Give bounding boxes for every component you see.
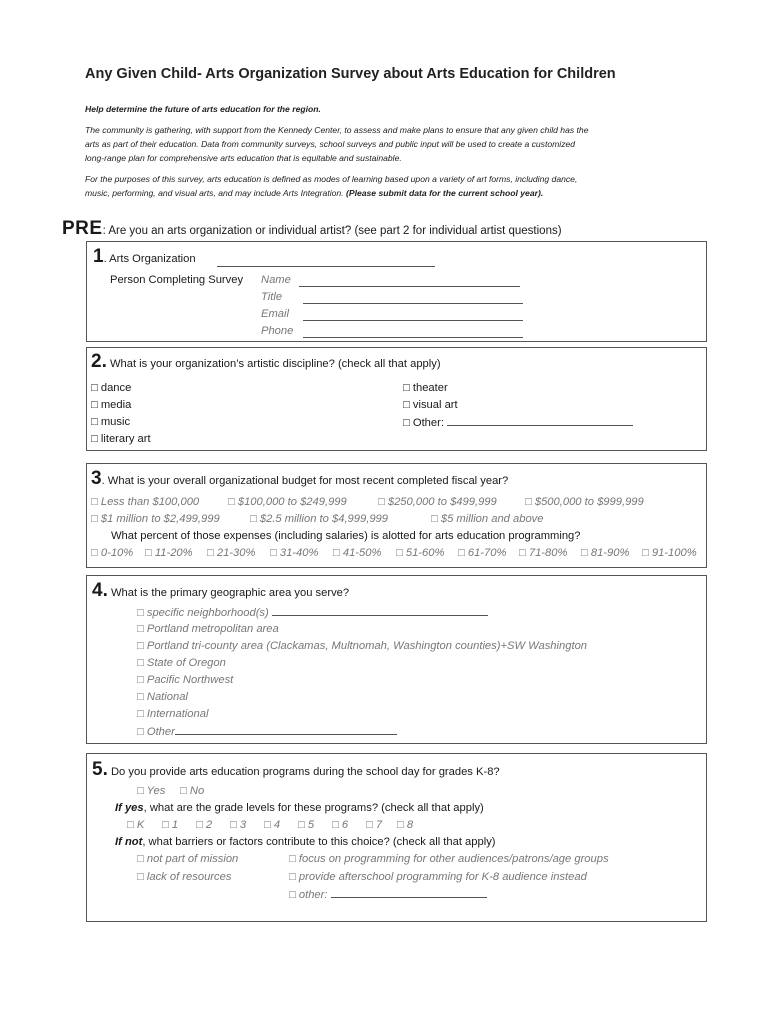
grade-option[interactable]: □ 5	[298, 819, 315, 831]
barrier-option-other[interactable]: □ other:	[289, 888, 487, 901]
question-1-number: 1	[93, 246, 104, 267]
question-5-header: 5. Do you provide arts education programs during the school day for grades K-8?	[92, 759, 500, 780]
area-option-international[interactable]: □ International	[137, 708, 209, 720]
percent-option[interactable]: □ 41-50%	[333, 547, 382, 559]
budget-option[interactable]: □ $5 million and above	[431, 513, 544, 525]
name-field[interactable]	[299, 277, 520, 287]
percent-option[interactable]: □ 91-100%	[642, 547, 697, 559]
name-label: Name	[261, 274, 291, 286]
budget-option[interactable]: □ $1 million to $2,499,999	[91, 513, 220, 525]
pre-question: PRE: Are you an arts organization or individual artist? (see part 2 for individual artist questions)	[62, 218, 562, 239]
phone-label: Phone	[261, 325, 294, 337]
percent-option[interactable]: □ 0-10%	[91, 547, 134, 559]
other-barrier-field[interactable]	[331, 888, 487, 898]
question-3-header: 3. What is your overall organizational budget for most recent completed fiscal year?	[91, 468, 509, 489]
phone-field[interactable]	[303, 328, 523, 338]
intro-paragraph-1-line-3: long-range plan for comprehensive arts education that is equitable and sustainable.	[85, 153, 402, 163]
neighborhood-field[interactable]	[272, 606, 488, 616]
intro-paragraph-1-line-2: arts as part of their education. Data from community surveys, school surveys and public input will be used to create a customized	[85, 139, 576, 149]
email-label: Email	[261, 308, 289, 320]
document-title: Any Given Child- Arts Organization Survey about Arts Education for Children	[85, 66, 616, 82]
percent-option[interactable]: □ 11-20%	[145, 547, 193, 559]
question-1-box	[86, 241, 707, 342]
grade-option[interactable]: □ 7	[366, 819, 383, 831]
area-option-portland-metro[interactable]: □ Portland metropolitan area	[137, 623, 279, 635]
if-yes-question: If yes, what are the grade levels for these programs? (check all that apply)	[115, 802, 484, 814]
question-1-header: 1. Arts Organization	[93, 246, 196, 267]
intro-paragraph-2-line-1: For the purposes of this survey, arts education is defined as modes of learning based upon a variety of art forms, including dance,	[85, 174, 578, 184]
option-yes[interactable]: □ Yes	[137, 785, 166, 797]
option-music[interactable]: □ music	[91, 416, 131, 428]
title-field[interactable]	[303, 294, 523, 304]
email-field[interactable]	[303, 311, 523, 321]
budget-option[interactable]: □ $100,000 to $249,999	[228, 496, 347, 508]
question-4-number: 4.	[92, 580, 108, 601]
percent-option[interactable]: □ 71-80%	[519, 547, 568, 559]
question-3-number: 3	[91, 468, 102, 489]
budget-option[interactable]: □ $2.5 million to $4,999,999	[250, 513, 388, 525]
question-4-box	[86, 575, 707, 744]
grade-option[interactable]: □ 6	[332, 819, 349, 831]
intro-submit-note: (Please submit data for the current school year).	[345, 188, 544, 198]
pre-label: PRE	[62, 218, 103, 239]
area-option-pacific-northwest[interactable]: □ Pacific Northwest	[137, 674, 234, 686]
area-option-state-of-oregon[interactable]: □ State of Oregon	[137, 657, 226, 669]
question-4-header: 4. What is the primary geographic area you serve?	[92, 580, 350, 601]
option-other[interactable]: □ Other:	[403, 416, 633, 429]
percent-option[interactable]: □ 21-30%	[207, 547, 256, 559]
grade-option[interactable]: □ 4	[264, 819, 281, 831]
grade-option[interactable]: □ 3	[230, 819, 247, 831]
grade-option[interactable]: □ 2	[196, 819, 213, 831]
option-literary-art[interactable]: □ literary art	[91, 433, 151, 445]
if-not-question: If not, what barriers or factors contribute to this choice? (check all that apply)	[115, 836, 496, 848]
intro-heading: Help determine the future of arts education for the region.	[85, 104, 321, 114]
person-completing-label: Person Completing Survey	[110, 274, 244, 286]
grade-option[interactable]: □ 8	[397, 819, 414, 831]
budget-option[interactable]: □ Less than $100,000	[91, 496, 200, 508]
percent-question: What percent of those expenses (including salaries) is alotted for arts education programming?	[111, 530, 581, 542]
grade-option[interactable]: □ 1	[162, 819, 179, 831]
question-3-box	[86, 463, 707, 568]
arts-organization-field[interactable]	[217, 257, 435, 267]
area-option-national[interactable]: □ National	[137, 691, 188, 703]
barrier-option-resources[interactable]: □ lack of resources	[137, 871, 232, 883]
option-visual-art[interactable]: □ visual art	[403, 399, 458, 411]
option-no[interactable]: □ No	[180, 785, 205, 797]
intro-paragraph-2-line-2: music, performing, and visual arts, and may include Arts Integration. (Please submit data for the current school year).	[85, 188, 544, 198]
question-2-box	[86, 347, 707, 451]
area-option-tri-county[interactable]: □ Portland tri-county area (Clackamas, Multnomah, Washington counties)+SW Washington	[137, 640, 588, 652]
option-dance[interactable]: □ dance	[91, 382, 132, 394]
question-2-number: 2.	[91, 351, 107, 372]
percent-option[interactable]: □ 31-40%	[270, 547, 319, 559]
budget-option[interactable]: □ $250,000 to $499,999	[378, 496, 497, 508]
barrier-option-other-audiences[interactable]: □ focus on programming for other audiences/patrons/age groups	[289, 853, 609, 865]
percent-option[interactable]: □ 51-60%	[396, 547, 445, 559]
barrier-option-afterschool[interactable]: □ provide afterschool programming for K-8 audience instead	[289, 871, 587, 883]
intro-paragraph-1-line-1: The community is gathering, with support from the Kennedy Center, to assess and make plans to ensure that any given child has the	[85, 125, 589, 135]
percent-option[interactable]: □ 81-90%	[581, 547, 630, 559]
percent-option[interactable]: □ 61-70%	[458, 547, 507, 559]
other-area-field[interactable]	[175, 725, 397, 735]
question-5-box	[86, 753, 707, 922]
area-option-neighborhood[interactable]: □ specific neighborhood(s)	[137, 606, 488, 619]
title-label: Title	[261, 291, 283, 303]
grade-option[interactable]: □ K	[127, 819, 145, 831]
budget-option[interactable]: □ $500,000 to $999,999	[525, 496, 644, 508]
option-media[interactable]: □ media	[91, 399, 132, 411]
option-theater[interactable]: □ theater	[403, 382, 448, 394]
barrier-option-mission[interactable]: □ not part of mission	[137, 853, 239, 865]
question-2-header: 2. What is your organization’s artistic discipline? (check all that apply)	[91, 351, 441, 372]
other-discipline-field[interactable]	[447, 416, 633, 426]
area-option-other[interactable]: □ Other	[137, 725, 397, 738]
question-5-number: 5.	[92, 759, 108, 780]
